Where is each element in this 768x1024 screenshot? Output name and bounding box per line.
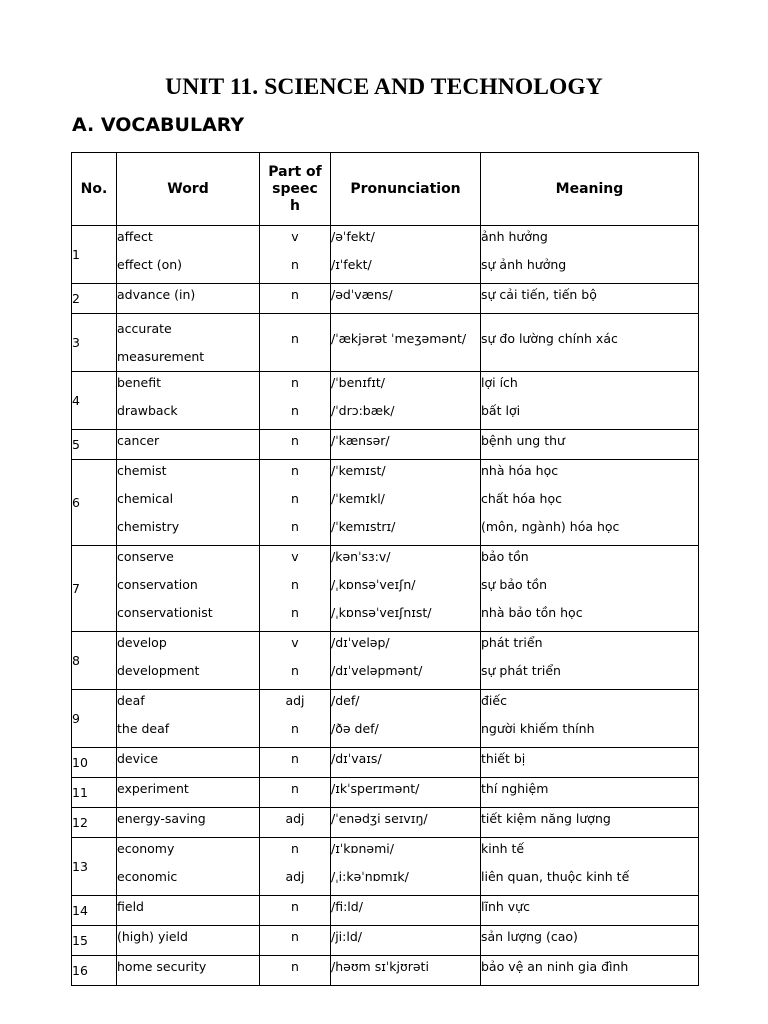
row-number-text: 8 (72, 653, 80, 668)
row-number-text: 4 (72, 393, 80, 408)
meaning-text: sự bảo tồn (481, 577, 548, 592)
row-number-text: 1 (72, 247, 80, 262)
word-text: home security (117, 959, 207, 974)
row-number (72, 430, 117, 460)
meaning-cell (481, 284, 699, 314)
table-body (72, 226, 699, 986)
meaning-text: sự cải tiến, tiến bộ (481, 287, 597, 302)
table-row (72, 896, 699, 926)
word-text: experiment (117, 781, 189, 796)
row-number-text: 2 (72, 291, 80, 306)
pronunciation-text: /ˌkɒnsəˈveɪʃn/ (331, 577, 416, 592)
pronunciation-cell (331, 748, 481, 778)
word-text: chemistry (117, 519, 180, 534)
part-of-speech-cell (260, 926, 331, 956)
pronunciation-text: /def/ (331, 693, 360, 708)
word-cell (117, 748, 260, 778)
meaning-cell (481, 748, 699, 778)
row-number-text: 15 (72, 933, 88, 948)
meaning-text: tiết kiệm năng lượng (481, 811, 611, 826)
pronunciation-text: /ɪˈkɒnəmi/ (331, 841, 394, 856)
pronunciation-text: /ˌi:kəˈnɒmɪk/ (331, 869, 409, 884)
part-of-speech-text: n (291, 287, 299, 302)
row-number (72, 896, 117, 926)
row-number (72, 838, 117, 896)
pronunciation-cell (331, 372, 481, 430)
part-of-speech-text: v (291, 635, 299, 650)
part-of-speech-text: n (291, 519, 299, 534)
pronunciation-cell (331, 896, 481, 926)
page-title: UNIT 11. SCIENCE AND TECHNOLOGY (165, 74, 603, 100)
word-cell (117, 546, 260, 632)
table-row (72, 748, 699, 778)
word-text: development (117, 663, 200, 678)
pronunciation-cell (331, 430, 481, 460)
pronunciation-text: /ədˈvæns/ (331, 287, 393, 302)
part-of-speech-cell (260, 430, 331, 460)
word-text: field (117, 899, 144, 914)
part-of-speech-cell (260, 372, 331, 430)
table-row (72, 808, 699, 838)
meaning-text: nhà bảo tồn học (481, 605, 583, 620)
part-of-speech-cell (260, 748, 331, 778)
part-of-speech-text: n (291, 929, 299, 944)
meaning-cell (481, 430, 699, 460)
table-header-row (72, 153, 699, 226)
header-no: No. (72, 153, 117, 226)
meaning-text: lĩnh vực (481, 899, 530, 914)
section-heading: A. VOCABULARY (72, 114, 245, 136)
part-of-speech-cell (260, 838, 331, 896)
meaning-cell (481, 372, 699, 430)
row-number (72, 748, 117, 778)
vocabulary-table (71, 152, 699, 986)
part-of-speech-text: n (291, 959, 299, 974)
part-of-speech-text: n (291, 721, 299, 736)
row-number (72, 372, 117, 430)
word-text: device (117, 751, 159, 766)
row-number (72, 284, 117, 314)
part-of-speech-text: n (291, 605, 299, 620)
row-number-text: 6 (72, 495, 80, 510)
part-of-speech-text: adj (285, 811, 305, 826)
table-row (72, 284, 699, 314)
part-of-speech-cell (260, 808, 331, 838)
meaning-text: lợi ích (481, 375, 518, 390)
meaning-text: bảo vệ an ninh gia đình (481, 959, 629, 974)
meaning-text: sự đo lường chính xác (481, 331, 618, 346)
row-number (72, 460, 117, 546)
pronunciation-cell (331, 778, 481, 808)
pronunciation-text: /ˈenədʒi seɪvɪŋ/ (331, 811, 428, 826)
table-row (72, 226, 699, 284)
meaning-cell (481, 690, 699, 748)
word-cell (117, 778, 260, 808)
table-row (72, 430, 699, 460)
pronunciation-cell (331, 226, 481, 284)
row-number (72, 808, 117, 838)
row-number-text: 3 (72, 335, 80, 350)
part-of-speech-text: v (291, 549, 299, 564)
word-cell (117, 926, 260, 956)
table-row (72, 632, 699, 690)
part-of-speech-text: n (291, 403, 299, 418)
pronunciation-text: /ˈkemɪkl/ (331, 491, 385, 506)
meaning-text: bệnh ung thư (481, 433, 565, 448)
part-of-speech-text: n (291, 577, 299, 592)
meaning-text: thí nghiệm (481, 781, 549, 796)
meaning-text: kinh tế (481, 841, 525, 856)
row-number (72, 926, 117, 956)
word-cell (117, 690, 260, 748)
word-text: accurate measurement (117, 321, 205, 364)
word-text: conservationist (117, 605, 213, 620)
pronunciation-text: /ˈkemɪst/ (331, 463, 386, 478)
row-number-text: 14 (72, 903, 88, 918)
word-text: advance (in) (117, 287, 196, 302)
meaning-text: phát triển (481, 635, 543, 650)
pronunciation-cell (331, 460, 481, 546)
part-of-speech-text: n (291, 375, 299, 390)
word-cell (117, 226, 260, 284)
part-of-speech-cell (260, 460, 331, 546)
row-number (72, 956, 117, 986)
pronunciation-cell (331, 956, 481, 986)
word-cell (117, 632, 260, 690)
pronunciation-text: /ji:ld/ (331, 929, 362, 944)
word-text: chemical (117, 491, 174, 506)
part-of-speech-text: n (291, 899, 299, 914)
header-pronunciation: Pronunciation (331, 153, 481, 226)
word-cell (117, 284, 260, 314)
row-number-text: 11 (72, 785, 88, 800)
pronunciation-cell (331, 314, 481, 372)
pronunciation-cell (331, 926, 481, 956)
word-text: affect (117, 229, 153, 244)
meaning-text: chất hóa học (481, 491, 562, 506)
part-of-speech-text: v (291, 229, 299, 244)
pronunciation-text: /ɪkˈsperɪmənt/ (331, 781, 420, 796)
row-number-text: 13 (72, 859, 88, 874)
row-number-text: 5 (72, 437, 80, 452)
pronunciation-text: /dɪˈveləpmənt/ (331, 663, 423, 678)
pronunciation-text: /ˈkænsər/ (331, 433, 390, 448)
meaning-text: (môn, ngành) hóa học (481, 519, 620, 534)
pronunciation-text: /kənˈsɜ:v/ (331, 549, 391, 564)
row-number-text: 10 (72, 755, 88, 770)
header-word: Word (117, 153, 260, 226)
part-of-speech-text: adj (285, 693, 305, 708)
header-part-of-speech: Part of speech (260, 153, 331, 226)
meaning-cell (481, 808, 699, 838)
part-of-speech-cell (260, 778, 331, 808)
part-of-speech-text: n (291, 751, 299, 766)
word-cell (117, 314, 260, 372)
meaning-cell (481, 896, 699, 926)
row-number (72, 226, 117, 284)
word-text: the deaf (117, 721, 170, 736)
pronunciation-cell (331, 690, 481, 748)
row-number (72, 314, 117, 372)
table-row (72, 546, 699, 632)
pronunciation-text: /ˈkemɪstrɪ/ (331, 519, 396, 534)
part-of-speech-cell (260, 314, 331, 372)
word-text: chemist (117, 463, 167, 478)
meaning-cell (481, 546, 699, 632)
part-of-speech-text: n (291, 491, 299, 506)
row-number-text: 9 (72, 711, 80, 726)
table-row (72, 956, 699, 986)
word-text: effect (on) (117, 257, 183, 272)
meaning-cell (481, 460, 699, 546)
word-text: conserve (117, 549, 174, 564)
row-number-text: 7 (72, 581, 80, 596)
meaning-text: nhà hóa học (481, 463, 559, 478)
word-text: conservation (117, 577, 198, 592)
part-of-speech-text: n (291, 781, 299, 796)
part-of-speech-text: adj (285, 869, 305, 884)
word-text: cancer (117, 433, 160, 448)
word-cell (117, 460, 260, 546)
word-cell (117, 430, 260, 460)
part-of-speech-cell (260, 226, 331, 284)
word-cell (117, 896, 260, 926)
pronunciation-text: /ðə def/ (331, 721, 379, 736)
part-of-speech-text: n (291, 841, 299, 856)
table-row (72, 460, 699, 546)
part-of-speech-text: n (291, 463, 299, 478)
pronunciation-text: /ˈækjərət ˈmeʒəmənt/ (331, 331, 467, 346)
part-of-speech-text: n (291, 257, 299, 272)
word-text: benefit (117, 375, 162, 390)
part-of-speech-cell (260, 546, 331, 632)
pronunciation-cell (331, 632, 481, 690)
word-text: economy (117, 841, 175, 856)
pronunciation-text: /fi:ld/ (331, 899, 363, 914)
row-number-text: 16 (72, 963, 88, 978)
word-cell (117, 956, 260, 986)
pronunciation-text: /ɪˈfekt/ (331, 257, 372, 272)
header-meaning: Meaning (481, 153, 699, 226)
word-text: energy-saving (117, 811, 206, 826)
meaning-text: bảo tồn (481, 549, 529, 564)
pronunciation-cell (331, 284, 481, 314)
meaning-cell (481, 926, 699, 956)
meaning-cell (481, 632, 699, 690)
pronunciation-text: /ˈdrɔ:bæk/ (331, 403, 395, 418)
row-number (72, 546, 117, 632)
pronunciation-cell (331, 546, 481, 632)
word-text: deaf (117, 693, 145, 708)
pronunciation-text: /ˈbenɪfɪt/ (331, 375, 385, 390)
row-number (72, 778, 117, 808)
table-row (72, 314, 699, 372)
table-row (72, 690, 699, 748)
part-of-speech-cell (260, 956, 331, 986)
row-number (72, 690, 117, 748)
meaning-text: thiết bị (481, 751, 526, 766)
meaning-text: sự phát triển (481, 663, 561, 678)
word-text: economic (117, 869, 178, 884)
pronunciation-text: /ˌkɒnsəˈveɪʃnɪst/ (331, 605, 432, 620)
meaning-text: liên quan, thuộc kinh tế (481, 869, 630, 884)
meaning-text: bất lợi (481, 403, 521, 418)
word-text: develop (117, 635, 167, 650)
table-row (72, 926, 699, 956)
meaning-text: sản lượng (cao) (481, 929, 578, 944)
meaning-cell (481, 314, 699, 372)
meaning-text: ảnh hưởng (481, 229, 548, 244)
word-cell (117, 808, 260, 838)
pronunciation-cell (331, 838, 481, 896)
part-of-speech-text: n (291, 663, 299, 678)
part-of-speech-cell (260, 896, 331, 926)
table-row (72, 372, 699, 430)
part-of-speech-text: n (291, 331, 299, 346)
meaning-cell (481, 838, 699, 896)
meaning-text: người khiếm thính (481, 721, 595, 736)
row-number (72, 632, 117, 690)
table-row (72, 838, 699, 896)
meaning-text: điếc (481, 693, 507, 708)
pronunciation-text: /dɪˈveləp/ (331, 635, 390, 650)
meaning-cell (481, 778, 699, 808)
word-text: drawback (117, 403, 178, 418)
part-of-speech-cell (260, 284, 331, 314)
part-of-speech-cell (260, 632, 331, 690)
pronunciation-text: /həʊm sɪˈkjʊrəti (331, 959, 429, 974)
row-number-text: 12 (72, 815, 88, 830)
pronunciation-cell (331, 808, 481, 838)
meaning-text: sự ảnh hưởng (481, 257, 567, 272)
part-of-speech-cell (260, 690, 331, 748)
pronunciation-text: /dɪˈvaɪs/ (331, 751, 382, 766)
word-cell (117, 372, 260, 430)
word-text: (high) yield (117, 929, 188, 944)
meaning-cell (481, 226, 699, 284)
part-of-speech-text: n (291, 433, 299, 448)
meaning-cell (481, 956, 699, 986)
table-row (72, 778, 699, 808)
word-cell (117, 838, 260, 896)
pronunciation-text: /əˈfekt/ (331, 229, 375, 244)
